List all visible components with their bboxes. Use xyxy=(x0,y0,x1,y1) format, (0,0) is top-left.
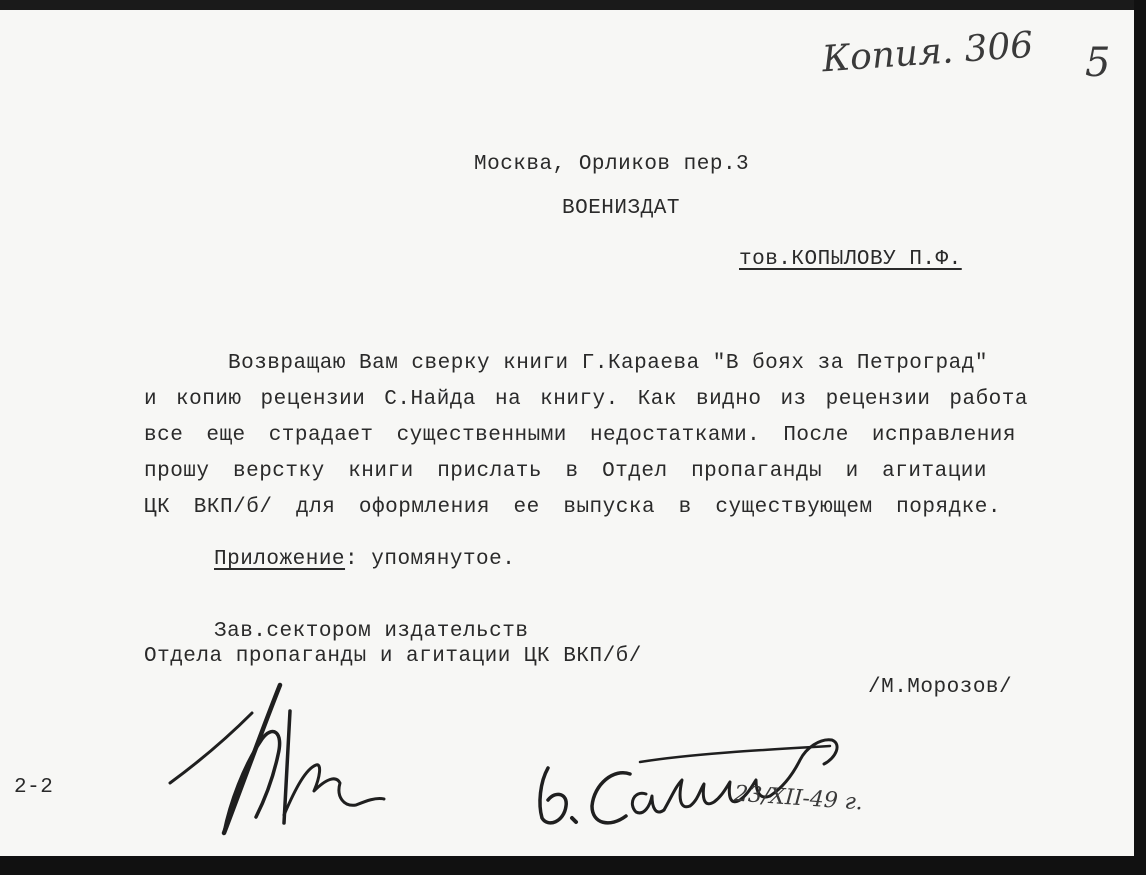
document-page xyxy=(0,10,1134,856)
attachment-label: Приложение xyxy=(214,548,346,571)
scan-border-right xyxy=(1134,0,1146,875)
body-line-2: и копию рецензии С.Найда на книгу. Как видно из рецензии работа xyxy=(144,388,1028,411)
organization-line: ВОЕНИЗДАТ xyxy=(562,197,680,220)
attachment-line xyxy=(214,548,515,571)
recipient-line: тов.КОПЫЛОВУ П.Ф. xyxy=(739,248,962,271)
body-line-1: Возвращаю Вам сверку книги Г.Караева "В боях за Петроград" xyxy=(228,352,988,375)
body-line-3: все еще страдает существенными недостатками. После исправления xyxy=(144,424,1016,447)
archive-copy-note: Копия. 306 xyxy=(820,24,1035,81)
handwritten-date: 23/XII-49 г. xyxy=(733,781,864,816)
body-line-5: ЦК ВКП/б/ для оформления ее выпуска в существующем порядке. xyxy=(144,496,1001,519)
scan-border-bottom xyxy=(0,856,1146,875)
handwritten-signature-right xyxy=(530,710,870,840)
address-line: Москва, Орликов пер.3 xyxy=(474,153,750,176)
handwritten-signature-left xyxy=(160,665,400,845)
signer-position-line-1: Зав.сектором издательств xyxy=(214,620,529,643)
signer-position-line-2: Отдела пропаганды и агитации ЦК ВКП/б/ xyxy=(144,645,642,668)
margin-mark: 2-2 xyxy=(14,776,54,799)
attachment-text: : упомянутое. xyxy=(345,548,516,571)
signer-name: /М.Морозов/ xyxy=(868,676,1013,699)
archive-sheet-number: 5 xyxy=(1085,40,1111,86)
body-line-4: прошу верстку книги прислать в Отдел пропаганды и агитации xyxy=(144,460,987,483)
